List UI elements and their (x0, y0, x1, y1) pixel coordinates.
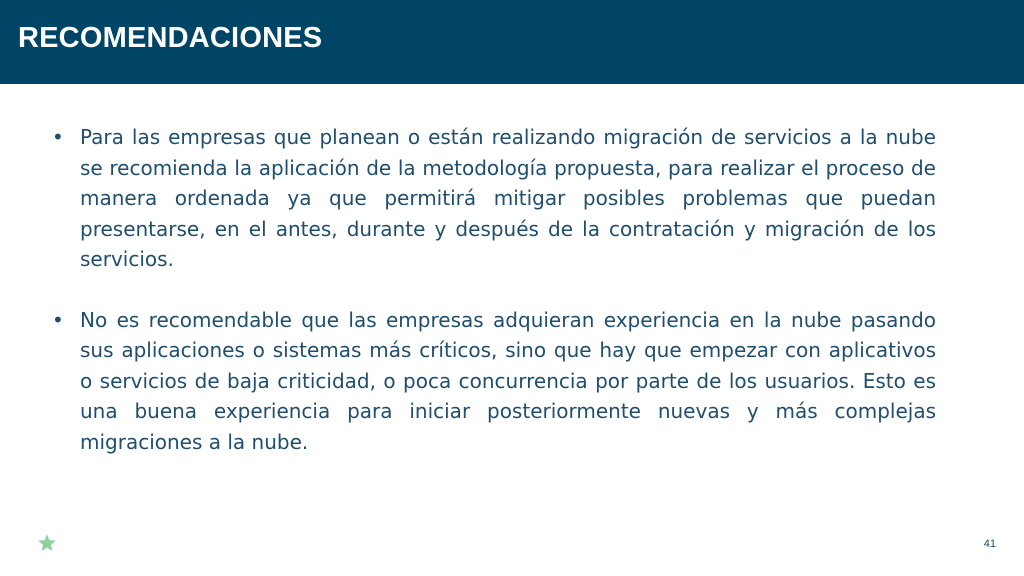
bullet-item-1 (48, 122, 936, 275)
title-bar (0, 0, 1024, 84)
bullet-item-2 (48, 305, 936, 458)
bullet-text: No es recomendable que las empresas adquieran experiencia en la nube pasando sus aplicaciones o sistemas más críticos, sino que hay que empezar con aplicativos o servicios de baja criticidad, o poca concurrencia por parte de los usuarios. Esto es una buena experiencia para iniciar posteriormente nuevas y más complejas migraciones a la nube. (80, 307, 936, 454)
slide-title: RECOMENDACIONES (18, 22, 323, 54)
bullet-marker: • (52, 307, 64, 332)
bullet-marker: • (52, 125, 64, 149)
star-icon (37, 533, 57, 553)
page-number: 41 (983, 538, 996, 550)
bullet-text: Para las empresas que planean o están realizando migración de servicios a la nube se recomienda la aplicación de la metodología propuesta, para realizar el proceso de manera ordenada ya que permitirá mitigar posibles problemas que puedan presentarse, en el antes, durante y después de la contratación y migración de los servicios. (80, 125, 936, 271)
bullet-list (48, 122, 936, 487)
